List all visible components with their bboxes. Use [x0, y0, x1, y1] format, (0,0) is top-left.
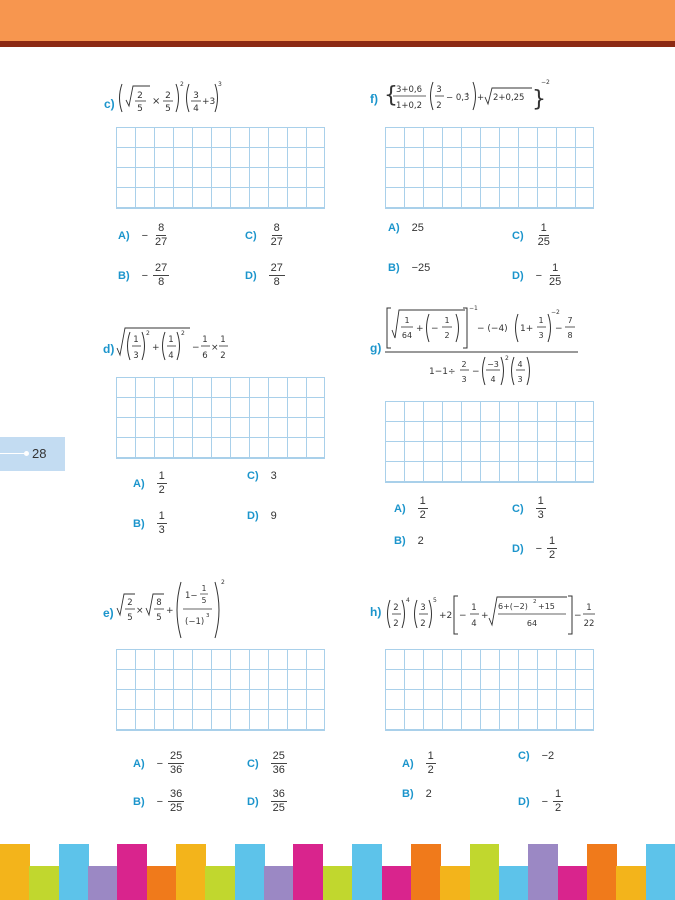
option-numerator: 25 [272, 750, 285, 762]
answer-option[interactable] [512, 535, 557, 562]
option-fraction [168, 788, 184, 815]
c-den-5b: 5 [165, 104, 171, 114]
e-num-2: 2 [127, 598, 133, 608]
option-fraction [269, 222, 285, 249]
option-numerator: 1 [158, 470, 165, 482]
answer-option[interactable] [133, 470, 167, 497]
option-fraction [271, 788, 287, 815]
e-num-8: 8 [156, 598, 162, 608]
g-num-2: 2 [461, 360, 467, 369]
option-letter: D) [518, 795, 530, 808]
problem-label-f: f) [370, 92, 378, 106]
answer-option[interactable] [247, 750, 287, 777]
option-denominator: 2 [419, 509, 426, 521]
option-numerator: 1 [552, 262, 559, 274]
option-fraction [271, 750, 287, 777]
g-exp-2: 2 [505, 355, 509, 362]
problem-label-d: d) [103, 342, 115, 356]
option-letter: B) [133, 795, 145, 808]
option-value: 3 [270, 470, 277, 482]
g-den-64: 64 [401, 331, 413, 340]
option-value: 2 [417, 535, 424, 547]
h-den-64: 64 [526, 619, 538, 628]
answer-option[interactable] [118, 222, 169, 249]
option-sign: − [141, 229, 149, 242]
option-letter: C) [245, 229, 257, 242]
option-numerator: 1 [555, 788, 562, 800]
option-numerator: 1 [427, 750, 434, 762]
answer-option[interactable] [245, 222, 285, 249]
c-plus-3: +3 [202, 97, 216, 107]
h-den-2: 2 [393, 619, 399, 629]
option-sign: − [535, 542, 543, 555]
option-value: −2 [541, 750, 555, 762]
option-letter: B) [388, 262, 400, 274]
answer-option[interactable] [247, 470, 277, 482]
h-num-1: 1 [471, 603, 477, 613]
d-plus: + [152, 343, 160, 353]
problem-label-g: g) [370, 341, 382, 355]
option-sign: − [541, 795, 549, 808]
option-fraction [553, 788, 563, 815]
footer-bar [29, 866, 59, 900]
answer-option[interactable] [512, 495, 546, 522]
e-times: × [136, 606, 144, 616]
option-fraction [426, 750, 436, 777]
footer-bar [264, 866, 294, 900]
option-fraction [547, 535, 557, 562]
option-letter: D) [512, 542, 524, 555]
answer-option[interactable] [402, 788, 432, 800]
option-fraction [547, 262, 563, 289]
h-minus: − [459, 611, 467, 621]
g-exp-m2: −2 [551, 309, 560, 316]
option-denominator: 36 [170, 764, 183, 776]
footer-bar [117, 844, 147, 900]
g-den-8: 8 [567, 331, 573, 340]
c-num-3: 3 [193, 91, 199, 101]
option-value: 2 [425, 788, 432, 800]
option-denominator: 3 [537, 509, 544, 521]
f-num: 3+0,6 [395, 85, 423, 95]
option-denominator: 8 [158, 276, 165, 288]
answer-option[interactable] [133, 510, 167, 537]
answer-grid-e[interactable] [116, 649, 325, 731]
option-denominator: 25 [549, 276, 562, 288]
option-denominator: 27 [270, 236, 283, 248]
h-num-2: 2 [393, 603, 399, 613]
option-letter: A) [388, 222, 400, 234]
expression-d [115, 322, 235, 368]
option-letter: A) [402, 757, 414, 770]
footer-bar [0, 844, 30, 900]
tab-dash [0, 453, 26, 454]
answer-option[interactable] [512, 262, 563, 289]
h-exp-4: 4 [406, 597, 410, 604]
d-den-6: 6 [202, 351, 208, 361]
footer-bar [587, 844, 617, 900]
footer-bar [646, 844, 675, 900]
g-term-2: 1+ [520, 324, 534, 334]
e-den-5: 5 [127, 613, 133, 623]
g-plus: + [416, 324, 424, 334]
c-times: × [152, 96, 161, 107]
e-den-5b: 5 [156, 613, 162, 623]
expression-h [384, 590, 600, 638]
option-letter: D) [247, 510, 259, 522]
option-letter: C) [512, 229, 524, 242]
option-denominator: 2 [555, 802, 562, 814]
d-num-1d: 1 [220, 335, 226, 345]
c-exp-2: 2 [180, 81, 184, 88]
option-numerator: 1 [540, 222, 547, 234]
d-num-1b: 1 [168, 335, 174, 345]
problem-label-c: c) [104, 97, 115, 111]
answer-option[interactable] [245, 262, 285, 289]
option-letter: B) [118, 269, 130, 282]
footer-bar [616, 866, 646, 900]
option-denominator: 25 [272, 802, 285, 814]
footer-bar [59, 844, 89, 900]
tab-dot [24, 451, 29, 456]
d-den-3: 3 [133, 351, 139, 361]
option-denominator: 8 [273, 276, 280, 288]
g-num-1b: 1 [444, 316, 450, 325]
f-brace-open: { [384, 83, 398, 108]
option-letter: D) [247, 795, 259, 808]
option-denominator: 2 [549, 549, 556, 561]
option-fraction [418, 495, 428, 522]
g-num-4: 4 [517, 360, 523, 369]
e-den-5c: 5 [201, 596, 207, 605]
e-plus: + [166, 606, 174, 616]
e-exp-3: 3 [206, 613, 210, 619]
header-band [0, 0, 675, 41]
g-den-3b: 3 [461, 375, 467, 384]
c-exp-3: 3 [218, 81, 222, 88]
option-denominator: 27 [155, 236, 168, 248]
f-plus: + [477, 93, 485, 103]
g-den-minus: − [472, 367, 480, 377]
footer-bar [499, 866, 529, 900]
expression-f [384, 72, 554, 118]
option-letter: C) [247, 470, 259, 482]
option-numerator: 1 [549, 535, 556, 547]
footer-color-bars [0, 844, 675, 900]
g-den-4: 4 [490, 375, 496, 384]
g-num-m3: −3 [487, 360, 499, 369]
d-exp-2: 2 [146, 330, 150, 337]
option-denominator: 25 [170, 802, 183, 814]
c-den-4: 4 [193, 104, 199, 114]
problem-label-e: e) [103, 606, 114, 620]
d-minus: − [192, 343, 200, 353]
f-den: 1+0,2 [395, 101, 423, 111]
option-numerator: 1 [419, 495, 426, 507]
option-letter: B) [133, 517, 145, 530]
f-exp: −2 [541, 79, 550, 86]
option-numerator: 8 [158, 222, 165, 234]
page-number-tab [0, 437, 65, 471]
g-num-1c: 1 [538, 316, 544, 325]
c-num-2b: 2 [165, 91, 171, 101]
option-value: −25 [411, 262, 431, 274]
footer-bar [411, 844, 441, 900]
g-den-3: 3 [538, 331, 544, 340]
option-letter: D) [512, 269, 524, 282]
h-den-22: 22 [583, 619, 595, 629]
option-letter: C) [518, 750, 530, 762]
c-den-5: 5 [137, 104, 143, 114]
footer-bar [235, 844, 265, 900]
d-num-1c: 1 [202, 335, 208, 345]
option-letter: A) [118, 229, 130, 242]
g-den-term-1: 1−1÷ [429, 367, 456, 377]
expression-g [383, 302, 581, 392]
answer-option[interactable] [247, 788, 287, 815]
footer-bar [176, 844, 206, 900]
option-numerator: 1 [158, 510, 165, 522]
option-sign: − [156, 757, 164, 770]
answer-grid-g[interactable] [385, 401, 594, 483]
answer-option[interactable] [512, 222, 552, 249]
h-radicand: 6+(−2) [498, 602, 528, 611]
h-exp-5: 5 [433, 597, 437, 604]
f-sqrt: 2+0,25 [493, 93, 525, 103]
footer-bar [352, 844, 382, 900]
option-numerator: 8 [273, 222, 280, 234]
answer-option[interactable] [518, 750, 554, 762]
option-sign: − [141, 269, 149, 282]
problem-label-h: h) [370, 605, 382, 619]
answer-option[interactable] [518, 788, 563, 815]
footer-bar [323, 866, 353, 900]
h-radicand-2: +15 [538, 602, 555, 611]
option-sign: − [156, 795, 164, 808]
option-letter: D) [245, 269, 257, 282]
answer-grid-c[interactable] [116, 127, 325, 209]
f-num-3: 3 [436, 85, 442, 95]
f-brace-close: } [532, 87, 546, 112]
footer-bar [88, 866, 118, 900]
option-letter: B) [394, 535, 406, 547]
answer-option[interactable] [388, 262, 430, 274]
g-minus-a: − [431, 324, 439, 334]
answer-option[interactable] [388, 222, 424, 234]
option-numerator: 27 [270, 262, 283, 274]
g-exp-m1: −1 [469, 305, 478, 312]
option-value: 9 [270, 510, 277, 522]
h-minus-2: − [574, 611, 582, 621]
answer-grid-h[interactable] [385, 649, 594, 731]
expression-e [115, 576, 235, 644]
header-rule [0, 41, 675, 47]
expression-c [116, 78, 226, 120]
option-value: 25 [411, 222, 424, 234]
option-fraction [536, 222, 552, 249]
option-fraction [269, 262, 285, 289]
g-num-1: 1 [404, 316, 410, 325]
g-num-7: 7 [567, 316, 573, 325]
footer-bar [558, 866, 588, 900]
option-letter: B) [402, 788, 414, 800]
footer-bar [205, 866, 235, 900]
g-term-3: − [555, 324, 563, 334]
answer-grid-d[interactable] [116, 377, 325, 459]
e-num-1: 1 [201, 584, 207, 593]
d-den-2: 2 [220, 351, 226, 361]
answer-option[interactable] [394, 535, 424, 547]
option-letter: A) [394, 502, 406, 515]
h-plus-2: +2 [439, 611, 453, 621]
option-denominator: 3 [158, 524, 165, 536]
e-exp-2: 2 [221, 579, 225, 586]
e-bottom: (−1) [185, 617, 205, 627]
option-numerator: 36 [170, 788, 183, 800]
option-sign: − [535, 269, 543, 282]
answer-option[interactable] [133, 750, 184, 777]
option-letter: A) [133, 477, 145, 490]
option-fraction [157, 470, 167, 497]
footer-bar [440, 866, 470, 900]
d-exp-2b: 2 [181, 330, 185, 337]
option-denominator: 25 [537, 236, 550, 248]
footer-bar [470, 844, 500, 900]
answer-option[interactable] [118, 262, 169, 289]
h-num-3: 3 [420, 603, 426, 613]
h-plus: + [481, 611, 489, 621]
g-term-1: − (−4) [477, 324, 508, 334]
footer-bar [528, 844, 558, 900]
answer-grid-f[interactable] [385, 127, 594, 209]
option-denominator: 36 [272, 764, 285, 776]
option-letter: A) [133, 757, 145, 770]
h-num-1b: 1 [586, 603, 592, 613]
h-den-4: 4 [471, 619, 477, 629]
option-letter: C) [247, 757, 259, 770]
option-denominator: 2 [427, 764, 434, 776]
f-minus: − 0,3̂ [446, 93, 470, 103]
option-numerator: 36 [272, 788, 285, 800]
option-fraction [157, 510, 167, 537]
option-numerator: 25 [170, 750, 183, 762]
d-den-4: 4 [168, 351, 174, 361]
answer-option[interactable] [247, 510, 277, 522]
g-den-3c: 3 [517, 375, 523, 384]
page-number: 28 [32, 446, 47, 461]
option-fraction [168, 750, 184, 777]
option-numerator: 1 [537, 495, 544, 507]
footer-bar [147, 866, 177, 900]
option-fraction [153, 262, 169, 289]
answer-option[interactable] [133, 788, 184, 815]
e-one-minus: 1− [185, 591, 198, 601]
option-letter: C) [512, 502, 524, 515]
c-num-2: 2 [137, 91, 143, 101]
d-num-1: 1 [133, 335, 139, 345]
option-fraction [536, 495, 546, 522]
h-exp-2: 2 [533, 599, 537, 605]
footer-bar [382, 866, 412, 900]
option-fraction [153, 222, 169, 249]
answer-option[interactable] [402, 750, 436, 777]
footer-bar [293, 844, 323, 900]
f-den-2: 2 [436, 101, 442, 111]
option-denominator: 2 [158, 484, 165, 496]
g-den-2: 2 [444, 331, 450, 340]
answer-option[interactable] [394, 495, 428, 522]
d-times: × [211, 343, 219, 353]
h-den-2b: 2 [420, 619, 426, 629]
option-numerator: 27 [155, 262, 168, 274]
